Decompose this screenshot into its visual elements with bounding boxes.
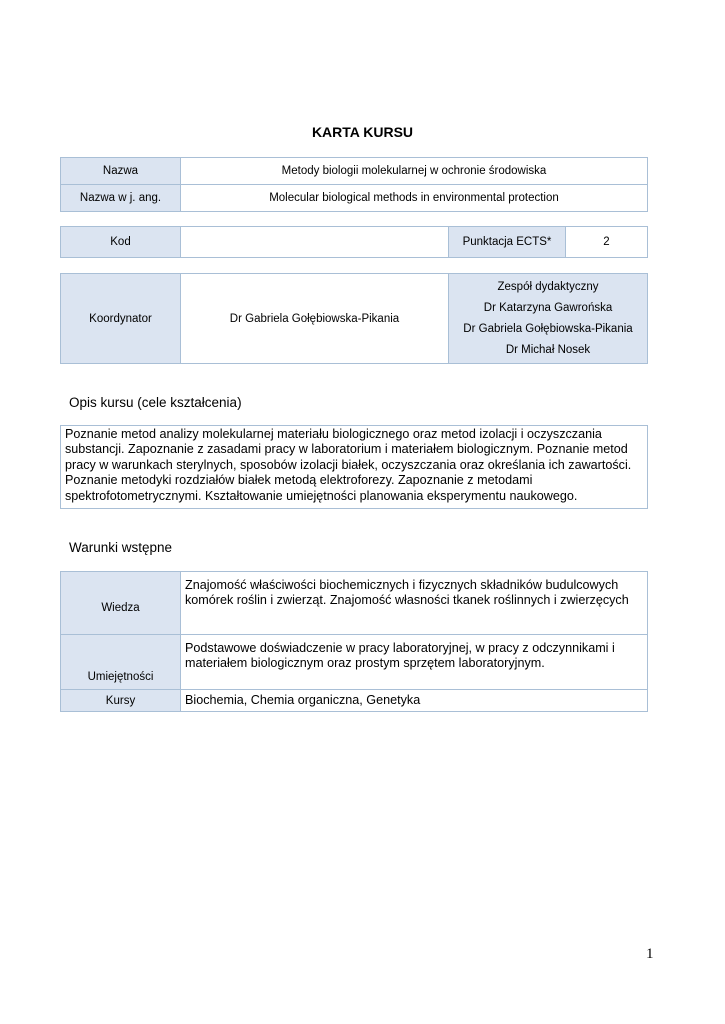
coordinator-row [61,274,648,364]
code-table [60,226,648,258]
warunki-row-kursy [61,690,648,712]
name-en-value: Molecular biological methods in environmental protection [181,185,648,212]
opis-text: Poznanie metod analizy molekularnej materiału biologicznego oraz metod izolacji i oczyszczania substancji. Zapoznanie z zasadami pracy w laboratorium i materiałem biologicznym. Poznanie metod pracy w warunkach sterylnych, sposobów izolacji białek, oczyszczania oraz określania ich zawartości. Poznanie metodyki rozdziałów białek metodą elektroforezy. Zapoznanie z metodami spektrofotometrycznymi. Kształtowanie umiejętności planowania eksperymentu naukowego. [60,425,648,509]
ects-value: 2 [566,227,648,258]
kursy-label: Kursy [61,690,181,712]
code-row [61,227,648,258]
course-name-row [61,158,648,185]
warunki-heading: Warunki wstępne [69,540,173,555]
kursy-text: Biochemia, Chemia organiczna, Genetyka [181,690,648,712]
name-value: Metody biologii molekularnej w ochronie środowiska [181,158,648,185]
coordinator-table [60,273,648,364]
page-number: 1 [646,946,654,962]
team-cell [449,274,648,364]
warunki-row-umiejetnosci [61,635,648,690]
team-member: Dr Michał Nosek [505,343,591,356]
wiedza-label: Wiedza [61,572,181,635]
course-name-en-row [61,185,648,212]
page-title: KARTA KURSU [311,124,414,140]
team-member: Dr Katarzyna Gawrońska [483,301,613,314]
coordinator-value: Dr Gabriela Gołębiowska-Pikania [181,274,449,364]
warunki-row-wiedza [61,572,648,635]
umiejetnosci-text: Podstawowe doświadczenie w pracy laboratoryjnej, w pracy z odczynnikami i materiałem biologicznym oraz prostym sprzętem laboratoryjnym. [181,635,648,690]
umiejetnosci-label: Umiejętności [61,635,181,690]
team-heading: Zespół dydaktyczny [497,280,599,293]
opis-heading: Opis kursu (cele kształcenia) [69,395,242,410]
kod-label: Kod [61,227,181,258]
ects-label: Punktacja ECTS* [449,227,566,258]
team-member: Dr Gabriela Gołębiowska-Pikania [463,322,633,335]
wiedza-text: Znajomość właściwości biochemicznych i fizycznych składników budulcowych komórek roślin i zwierząt. Znajomość własności tkanek roślinnych i zwierzęcych [181,572,648,635]
name-label: Nazwa [61,158,181,185]
kod-value [181,227,449,258]
name-en-label: Nazwa w j. ang. [61,185,181,212]
course-name-table [60,157,648,212]
coordinator-label: Koordynator [61,274,181,364]
warunki-table [60,571,648,712]
